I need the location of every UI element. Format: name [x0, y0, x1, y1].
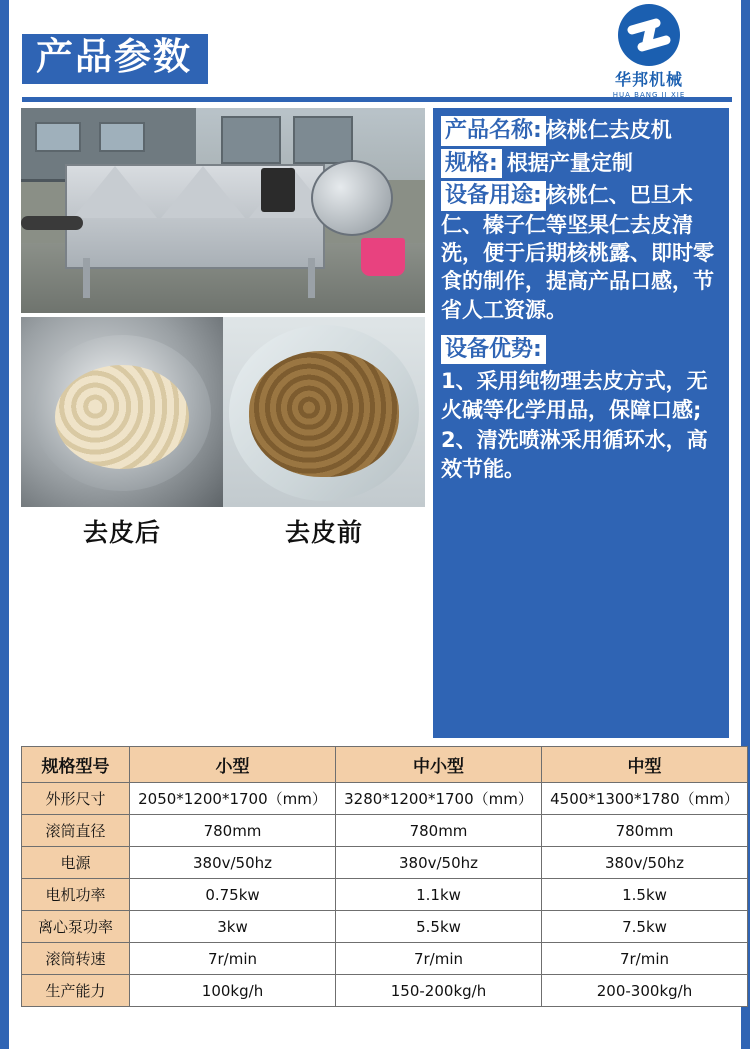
peeled-walnut-photo — [21, 317, 223, 507]
logo-swirl-icon — [618, 4, 680, 66]
row-label: 外形尺寸 — [22, 783, 130, 815]
spec-panel — [433, 108, 729, 738]
usage-value: 核桃仁、巴旦木仁、榛子仁等坚果仁去皮清洗，便于后期核桃露、即时零食的制作，提高产品口感，节省人工资源。 — [441, 183, 714, 322]
table-cell: 7r/min — [542, 943, 748, 975]
table-cell: 7r/min — [336, 943, 542, 975]
photo-column — [21, 108, 425, 555]
table-cell: 0.75kw — [130, 879, 336, 911]
advantage-row — [441, 335, 723, 365]
table-cell: 200-300kg/h — [542, 975, 748, 1007]
row-label: 生产能力 — [22, 975, 130, 1007]
main-content — [9, 108, 741, 738]
page-header — [9, 0, 741, 108]
table-cell: 780mm — [336, 815, 542, 847]
row-label: 电源 — [22, 847, 130, 879]
logo-company-pinyin: HUA BANG JI XIE — [612, 91, 686, 99]
table-cell: 780mm — [542, 815, 748, 847]
table-row — [22, 847, 748, 879]
table-row — [22, 943, 748, 975]
table-cell: 150-200kg/h — [336, 975, 542, 1007]
table-cell: 100kg/h — [130, 975, 336, 1007]
table-cell: 3kw — [130, 911, 336, 943]
company-logo — [569, 4, 729, 99]
table-cell: 1.1kw — [336, 879, 542, 911]
spec-table-wrap — [9, 746, 741, 1015]
model-row — [441, 149, 723, 179]
caption-before-peeling: 去皮前 — [284, 518, 363, 547]
usage-row — [441, 181, 723, 323]
table-row — [22, 911, 748, 943]
table-cell: 4500*1300*1780（mm） — [542, 783, 748, 815]
table-header-cell: 小型 — [130, 747, 336, 783]
row-label: 离心泵功率 — [22, 911, 130, 943]
unpeeled-walnut-photo — [223, 317, 425, 507]
product-name-label: 产品名称: — [441, 116, 546, 146]
product-name-row — [441, 116, 723, 146]
table-header-cell: 中小型 — [336, 747, 542, 783]
table-row — [22, 975, 748, 1007]
advantage-item-2: 2、清洗喷淋采用循环水，高效节能。 — [441, 428, 708, 482]
product-name-value: 核桃仁去皮机 — [545, 118, 672, 142]
logo-company-name: 华邦机械 — [614, 70, 683, 89]
table-cell: 7.5kw — [542, 911, 748, 943]
usage-label: 设备用途: — [441, 181, 546, 211]
table-cell: 5.5kw — [336, 911, 542, 943]
table-row — [22, 815, 748, 847]
table-cell: 7r/min — [130, 943, 336, 975]
advantage-item-1: 1、采用纯物理去皮方式，无火碱等化学用品，保障口感; — [441, 369, 708, 422]
table-header-cell: 规格型号 — [22, 747, 130, 783]
table-cell: 380v/50hz — [130, 847, 336, 879]
table-cell: 1.5kw — [542, 879, 748, 911]
row-label: 滚筒直径 — [22, 815, 130, 847]
model-value: 根据产量定制 — [506, 150, 633, 175]
table-cell: 380v/50hz — [336, 847, 542, 879]
table-cell: 380v/50hz — [542, 847, 748, 879]
caption-after-peeling: 去皮后 — [82, 518, 161, 547]
table-header-cell: 中型 — [542, 747, 748, 783]
table-header-row — [22, 747, 748, 783]
table-row — [22, 783, 748, 815]
page-title: 产品参数 — [22, 34, 208, 84]
table-cell: 3280*1200*1700（mm） — [336, 783, 542, 815]
spec-table — [21, 746, 748, 1007]
row-label: 电机功率 — [22, 879, 130, 911]
model-label: 规格: — [441, 149, 502, 179]
row-label: 滚筒转速 — [22, 943, 130, 975]
table-cell: 780mm — [130, 815, 336, 847]
table-row — [22, 879, 748, 911]
advantage-label: 设备优势: — [441, 335, 546, 365]
table-cell: 2050*1200*1700（mm） — [130, 783, 336, 815]
machine-photo — [21, 108, 425, 313]
